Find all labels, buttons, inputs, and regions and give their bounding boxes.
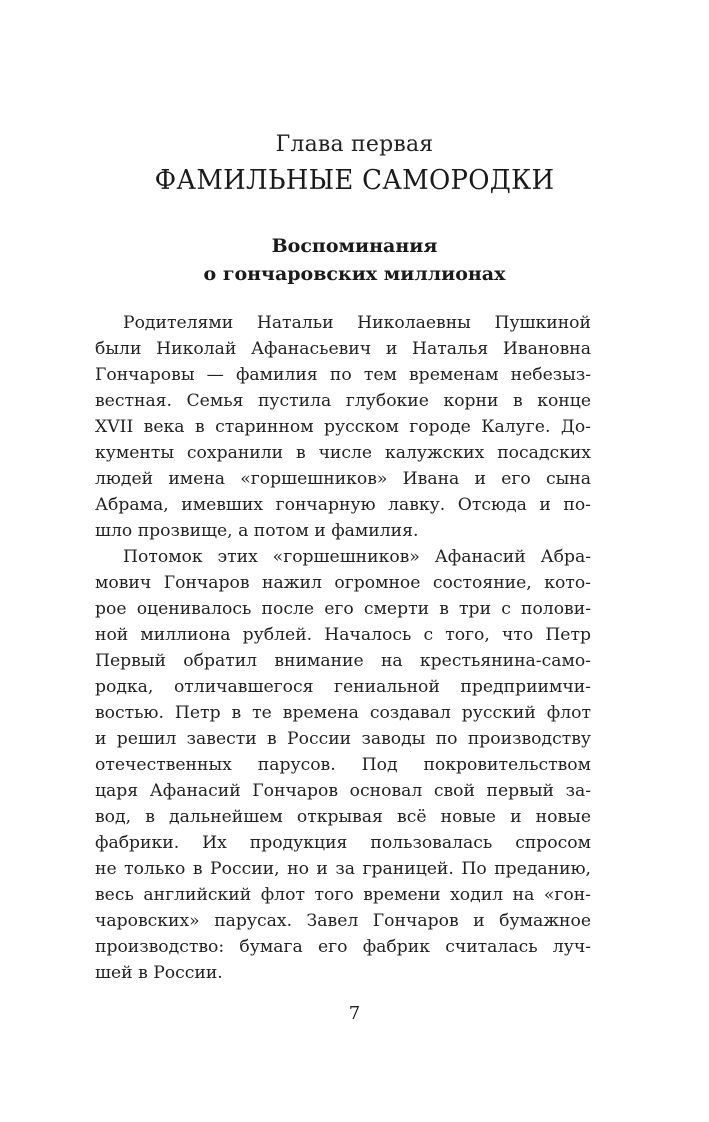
text-line: были Николай Афанасьевич и Наталья Ивановна (95, 339, 591, 359)
text-line: Родителями Натальи Николаевны Пушкиной (123, 313, 591, 333)
text-line: людей имена «горшешников» Ивана и его сына (95, 469, 591, 489)
text-line: родка, отличавшегося гениальной предприимчи- (95, 677, 591, 697)
text-line: чаровских» парусах. Завел Гончаров и бумажное (95, 911, 591, 931)
text-line: Гончаровы — фамилия по тем временам небезыз- (95, 365, 591, 385)
text-line: Потомок этих «горшешников» Афанасий Абра- (123, 547, 591, 567)
text-line: Абрама, имевших гончарную лавку. Отсюда и по- (95, 495, 591, 515)
text-line: царя Афанасий Гончаров основал свой первый за- (95, 781, 591, 801)
text-line: востью. Петр в те времена создавал русский флот (95, 703, 591, 723)
text-line: XVII века в старинном русском городе Калуге. До- (95, 417, 591, 437)
text-line: рое оценивалось после его смерти в три с полови- (95, 599, 591, 619)
text-line: вод, в дальнейшем открывая всё новые и новые (95, 807, 591, 827)
chapter-title: ФАМИЛЬНЫЕ САМОРОДКИ (154, 165, 555, 196)
text-line: производство: бумага его фабрик считалась луч- (95, 937, 591, 957)
text-line: весь английский флот того времени ходил на «гон- (95, 885, 591, 905)
text-line: вестная. Семья пустила глубокие корни в конце (95, 391, 591, 411)
text-line: не только в России, но и за границей. По преданию, (95, 859, 591, 879)
page-number: 7 (348, 1003, 361, 1024)
section-title-line: Воспоминания (271, 235, 438, 257)
body-text (95, 310, 591, 986)
chapter-label: Глава первая (275, 132, 434, 157)
text-line: кументы сохранили в числе калужских посадских (95, 443, 591, 463)
text-line: ной миллиона рублей. Началось с того, что Петр (95, 625, 591, 645)
text-line: Первый обратил внимание на крестьянина-само- (95, 651, 591, 671)
text-line: отечественных парусов. Под покровительством (95, 755, 591, 775)
text-line: шей в России. (95, 963, 223, 983)
text-line: мович Гончаров нажил огромное состояние, кото- (95, 573, 591, 593)
text-line: и решил завести в России заводы по производству (95, 729, 591, 749)
section-title-line: о гончаровских миллионах (203, 263, 506, 285)
text-line: шло прозвище, а потом и фамилия. (95, 521, 419, 541)
text-line: фабрики. Их продукция пользовалась спросом (95, 833, 591, 853)
paragraph-1 (95, 310, 591, 544)
section-title (0, 232, 709, 288)
paragraph-2 (95, 544, 591, 986)
